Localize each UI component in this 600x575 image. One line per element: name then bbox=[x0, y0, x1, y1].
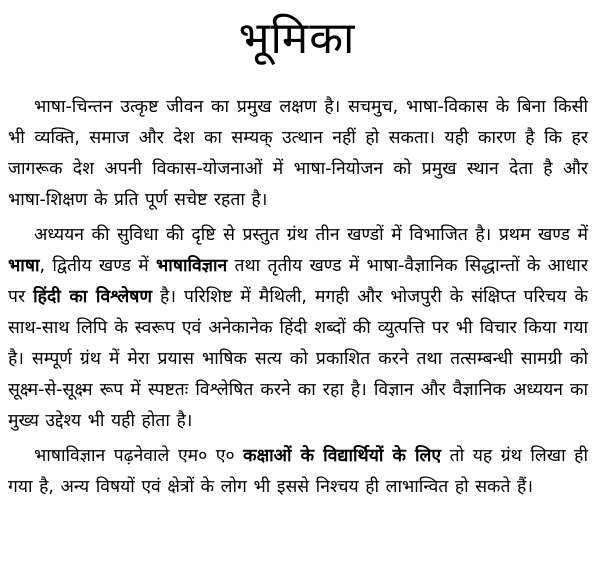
document-body bbox=[8, 92, 588, 507]
paragraph-intro bbox=[8, 92, 588, 216]
paragraph-audience bbox=[8, 441, 588, 503]
paragraph-text: तथा तृतीय खण्ड में भाषा-वैज्ञानिक सिद्धान्तों के आधार पर bbox=[8, 256, 588, 307]
paragraph-text: भाषा-चिन्तन उत्कृष्ट जीवन का प्रमुख लक्षण है। सचमुच, भाषा-विकास के बिना किसी भी व्यक्ति, समाज और देश का सम्यक् उत्थान नहीं हो सकता। यही कारण है कि हर जागरूक देश अपनी विकास-योजनाओं में भाषा-नियोजन को प्रमुख स्थान देता है और भाषा-शिक्षण के प्रति पूर्ण सचेष्ट रहता है। bbox=[8, 97, 588, 210]
bold-term-bhashavigyan: भाषाविज्ञान bbox=[156, 256, 228, 276]
paragraph-text: है। परिशिष्ट में मैथिली, मगही और भोजपुरी के संक्षिप्त परिचय के साथ-साथ लिपि के स्वरूप एवं अनेकानेक हिंदी शब्दों की व्युत्पत्ति पर भी विचार किया गया है। सम्पूर्ण ग्रंथ में मेरा प्रयास भाषिक सत्य को प्रकाशित करने तथा तत्सम्बन्धी सामग्री को सूक्ष्म-से-सूक्ष्म रूप में स्पष्टतः विश्लेषित करने का रहा है। विज्ञान और वैज्ञानिक अध्ययन का मुख्य उद्देश्य भी यही होता है। bbox=[8, 287, 588, 431]
paragraph-text: , द्वितीय खण्ड में bbox=[39, 256, 156, 276]
bold-term-bhasha: भाषा bbox=[8, 256, 40, 276]
paragraph-structure bbox=[8, 220, 588, 437]
paragraph-text: भाषाविज्ञान पढ़नेवाले एम० ए० bbox=[34, 446, 244, 466]
bold-term-students: कक्षाओं के विद्यार्थियों के लिए bbox=[243, 446, 442, 466]
paragraph-text: अध्ययन की सुविधा की दृष्टि से प्रस्तुत ग्रंथ तीन खण्डों में विभाजित है। प्रथम खण्ड में bbox=[34, 225, 588, 245]
page-title: भूमिका bbox=[238, 13, 356, 64]
bold-term-hindi-analysis: हिंदी का विश्लेषण bbox=[33, 287, 153, 307]
paragraph-text: तो यह ग्रंथ लिखा ही गया है, अन्य विषयों एवं क्षेत्रों के लोग भी इससे निश्चय ही लाभान्वित हो सकते हैं। bbox=[8, 446, 588, 497]
